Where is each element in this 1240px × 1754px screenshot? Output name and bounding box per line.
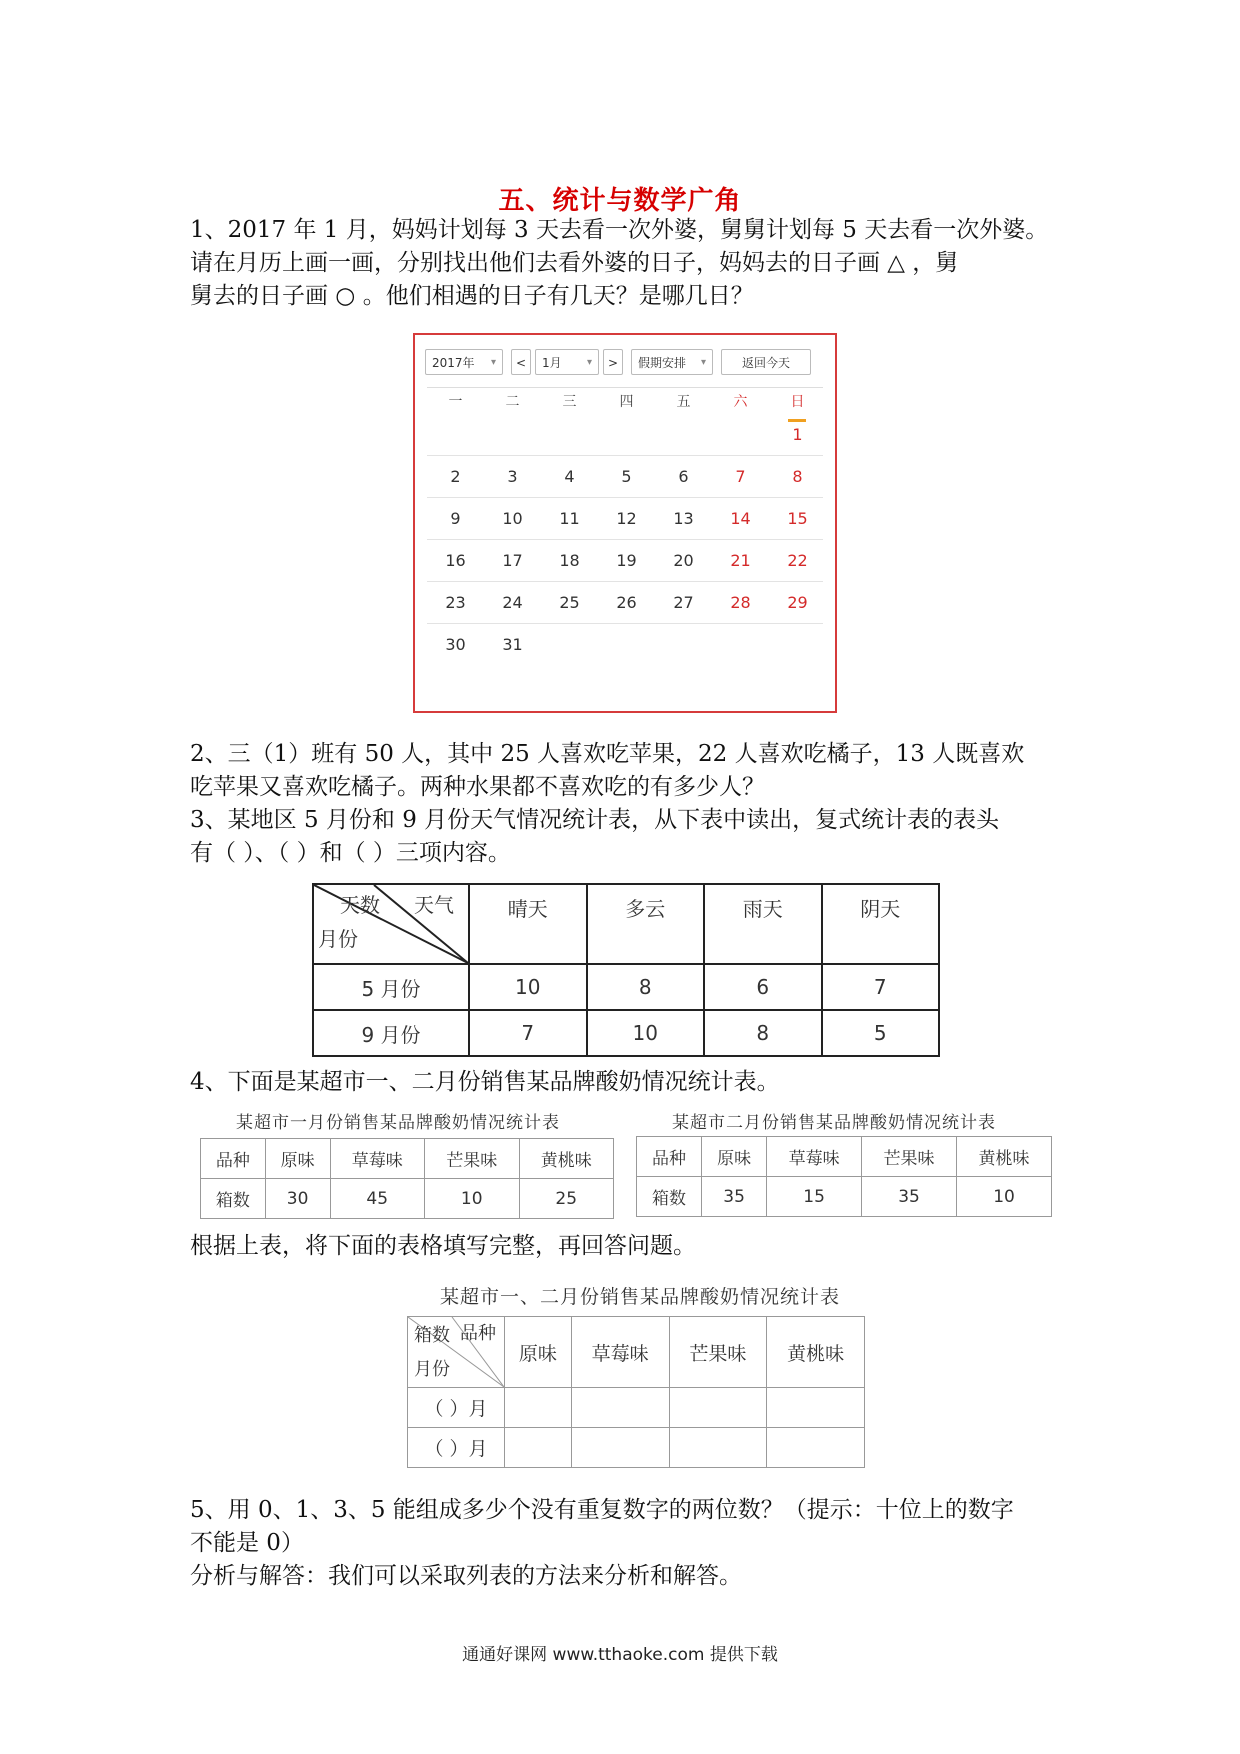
calendar-day[interactable]: 13: [673, 509, 694, 528]
jan-mango: 10: [425, 1179, 520, 1219]
combined-header-strawberry: 草莓味: [571, 1317, 669, 1388]
calendar-day[interactable]: 23: [445, 593, 466, 612]
page-title: 五、统计与数学广角: [498, 186, 742, 216]
calendar-day[interactable]: 19: [616, 551, 637, 570]
corner-month-label: 月份: [414, 1359, 450, 1380]
calendar-day[interactable]: 21: [730, 551, 751, 570]
question-5: [190, 1494, 1070, 1593]
month-select[interactable]: [535, 349, 599, 375]
calendar-day[interactable]: 3: [507, 467, 518, 486]
corner-month-label: 月份: [318, 927, 358, 951]
q2-line2: 吃苹果又喜欢吃橘子。两种水果都不喜欢吃的有多少人？: [190, 774, 765, 800]
weekday-label: 三: [562, 394, 577, 410]
calendar-row-divider: [427, 455, 823, 456]
sep-rainy: 8: [704, 1010, 822, 1056]
may-rainy: 6: [704, 964, 822, 1010]
holiday-select[interactable]: [631, 349, 713, 375]
sep-overcast: 5: [822, 1010, 940, 1056]
q4-after: 根据上表，将下面的表格填写完整，再回答问题。: [190, 1233, 696, 1259]
jan-peach: 25: [519, 1179, 614, 1219]
q3-line1: 3、某地区 5 月份和 9 月份天气情况统计表，从下表中读出，复式统计表的表头: [190, 807, 1000, 833]
footer-credit: 通通好课网 www.tthaoke.com 提供下载: [462, 1645, 778, 1665]
q5-line3: 分析与解答：我们可以采取列表的方法来分析和解答。: [190, 1563, 742, 1589]
calendar-day[interactable]: 25: [559, 593, 580, 612]
year-select-label: 2017年: [432, 356, 475, 370]
chevron-down-icon: ▾: [490, 357, 496, 368]
feb-strawberry: 15: [767, 1177, 862, 1217]
sep-sunny: 7: [469, 1010, 587, 1056]
jan-strawberry: 45: [330, 1179, 425, 1219]
jan-header-strawberry: 草莓味: [330, 1139, 425, 1179]
jan-header-mango: 芒果味: [425, 1139, 520, 1179]
feb-header-strawberry: 草莓味: [767, 1137, 862, 1177]
corner-weather-label: 天气: [414, 893, 454, 917]
corner-boxes-label: 箱数: [414, 1325, 450, 1346]
holiday-select-label: 假期安排: [638, 356, 687, 370]
calendar-day[interactable]: 18: [559, 551, 580, 570]
year-select[interactable]: [425, 349, 503, 375]
combined-table: [407, 1316, 865, 1468]
feb-table: [636, 1136, 1052, 1217]
weekday-label: 日: [790, 394, 805, 410]
calendar-row-divider: [427, 539, 823, 540]
combined-header-peach: 黄桃味: [767, 1317, 865, 1388]
calendar-day[interactable]: 27: [673, 593, 694, 612]
feb-header-peach: 黄桃味: [957, 1137, 1052, 1177]
question-1: [190, 214, 1070, 313]
today-button[interactable]: [721, 349, 811, 375]
calendar-day[interactable]: 1: [792, 425, 803, 444]
calendar-day[interactable]: 7: [735, 467, 746, 486]
jan-header-kind: 品种: [201, 1139, 266, 1179]
calendar-day[interactable]: 30: [445, 635, 466, 654]
q3-line2: 有（ ）、（ ）和（ ）三项内容。: [190, 840, 511, 866]
calendar-day[interactable]: 15: [787, 509, 808, 528]
combined-header-mango: 芒果味: [669, 1317, 767, 1388]
combined-cell[interactable]: [571, 1388, 669, 1428]
calendar-row-divider: [427, 623, 823, 624]
prev-month-button[interactable]: [511, 349, 531, 375]
calendar-day[interactable]: 11: [559, 509, 580, 528]
jan-table: [200, 1138, 614, 1219]
combined-row-label-2: （ ）月: [408, 1428, 505, 1468]
calendar-day[interactable]: 26: [616, 593, 637, 612]
sep-cloudy: 10: [587, 1010, 705, 1056]
q1-line2: 请在月历上画一画，分别找出他们去看外婆的日子，妈妈去的日子画 △ ，舅: [190, 250, 959, 276]
combined-cell[interactable]: [571, 1428, 669, 1468]
combined-cell[interactable]: [505, 1388, 572, 1428]
calendar-row-divider: [427, 581, 823, 582]
question-2: [190, 738, 1070, 804]
month-select-label: 1月: [542, 356, 562, 370]
chevron-left-icon: <: [515, 356, 527, 370]
weekday-label: 六: [733, 394, 748, 410]
weather-table-corner: [313, 884, 469, 964]
calendar-day[interactable]: 8: [792, 467, 803, 486]
feb-header-plain: 原味: [702, 1137, 767, 1177]
weekday-label: 五: [676, 394, 691, 410]
may-overcast: 7: [822, 964, 940, 1010]
combined-corner: [408, 1317, 505, 1388]
chevron-down-icon: ▾: [586, 357, 592, 368]
calendar-day[interactable]: 9: [450, 509, 461, 528]
chevron-down-icon: ▾: [700, 357, 706, 368]
header-sunny: 晴天: [469, 884, 587, 964]
jan-plain: 30: [265, 1179, 330, 1219]
q5-line2: 不能是 0）: [190, 1530, 304, 1556]
q4-intro: 4、下面是某超市一、二月份销售某品牌酸奶情况统计表。: [190, 1069, 780, 1095]
corner-days-label: 天数: [340, 893, 380, 917]
combined-cell[interactable]: [767, 1388, 865, 1428]
today-button-label: 返回今天: [741, 356, 790, 370]
q5-line1: 5、用 0、1、3、5 能组成多少个没有重复数字的两位数？（提示：十位上的数字: [190, 1497, 1014, 1523]
feb-plain: 35: [702, 1177, 767, 1217]
corner-kind-label: 品种: [460, 1323, 496, 1344]
feb-header-mango: 芒果味: [862, 1137, 957, 1177]
calendar-day[interactable]: 20: [673, 551, 694, 570]
calendar-day[interactable]: 24: [502, 593, 523, 612]
feb-table-caption: 某超市二月份销售某品牌酸奶情况统计表: [672, 1113, 996, 1133]
calendar-row-divider: [427, 497, 823, 498]
weekday-label: 二: [505, 394, 520, 410]
feb-peach: 10: [957, 1177, 1052, 1217]
feb-mango: 35: [862, 1177, 957, 1217]
calendar-day[interactable]: 31: [502, 635, 523, 654]
jan-row-label: 箱数: [201, 1179, 266, 1219]
combined-header-plain: 原味: [505, 1317, 572, 1388]
header-overcast: 阴天: [822, 884, 940, 964]
calendar-day[interactable]: 28: [730, 593, 751, 612]
jan-table-caption: 某超市一月份销售某品牌酸奶情况统计表: [236, 1113, 560, 1133]
q2-line1: 2、三（1）班有 50 人，其中 25 人喜欢吃苹果，22 人喜欢吃橘子，13 人既喜欢: [190, 741, 1025, 767]
today-indicator: [788, 419, 806, 422]
q1-line1: 1、2017 年 1 月，妈妈计划每 3 天去看一次外婆，舅舅计划每 5 天去看一次外婆。: [190, 217, 1049, 243]
combined-cell[interactable]: [669, 1428, 767, 1468]
feb-row-label: 箱数: [637, 1177, 702, 1217]
weekday-label: 四: [619, 394, 634, 410]
calendar-day[interactable]: 12: [616, 509, 637, 528]
combined-cell[interactable]: [505, 1428, 572, 1468]
jan-header-plain: 原味: [265, 1139, 330, 1179]
q1-line3: 舅去的日子画 ○ 。他们相遇的日子有几天？是哪几日？: [190, 283, 754, 309]
may-cloudy: 8: [587, 964, 705, 1010]
calendar-day[interactable]: 2: [450, 467, 461, 486]
calendar-day[interactable]: 5: [621, 467, 632, 486]
calendar-widget: [413, 333, 837, 713]
feb-header-kind: 品种: [637, 1137, 702, 1177]
weather-table: [312, 883, 940, 1057]
chevron-right-icon: >: [607, 356, 619, 370]
header-rainy: 雨天: [704, 884, 822, 964]
combined-cell[interactable]: [767, 1428, 865, 1468]
calendar-day[interactable]: 14: [730, 509, 751, 528]
jan-header-peach: 黄桃味: [519, 1139, 614, 1179]
header-cloudy: 多云: [587, 884, 705, 964]
may-sunny: 10: [469, 964, 587, 1010]
calendar-header-divider: [427, 387, 823, 388]
calendar-day[interactable]: 4: [564, 467, 575, 486]
question-3: [190, 804, 1070, 870]
next-month-button[interactable]: [603, 349, 623, 375]
calendar-day[interactable]: 16: [445, 551, 466, 570]
calendar-day[interactable]: 6: [678, 467, 689, 486]
row-label-may: 5 月份: [313, 964, 469, 1010]
weekday-label: 一: [448, 394, 463, 410]
calendar-day[interactable]: 10: [502, 509, 523, 528]
calendar-day[interactable]: 22: [787, 551, 808, 570]
combined-cell[interactable]: [669, 1388, 767, 1428]
combined-table-caption: 某超市一、二月份销售某品牌酸奶情况统计表: [440, 1286, 841, 1308]
row-label-september: 9 月份: [313, 1010, 469, 1056]
calendar-day[interactable]: 29: [787, 593, 808, 612]
calendar-day[interactable]: 17: [502, 551, 523, 570]
combined-row-label-1: （ ）月: [408, 1388, 505, 1428]
